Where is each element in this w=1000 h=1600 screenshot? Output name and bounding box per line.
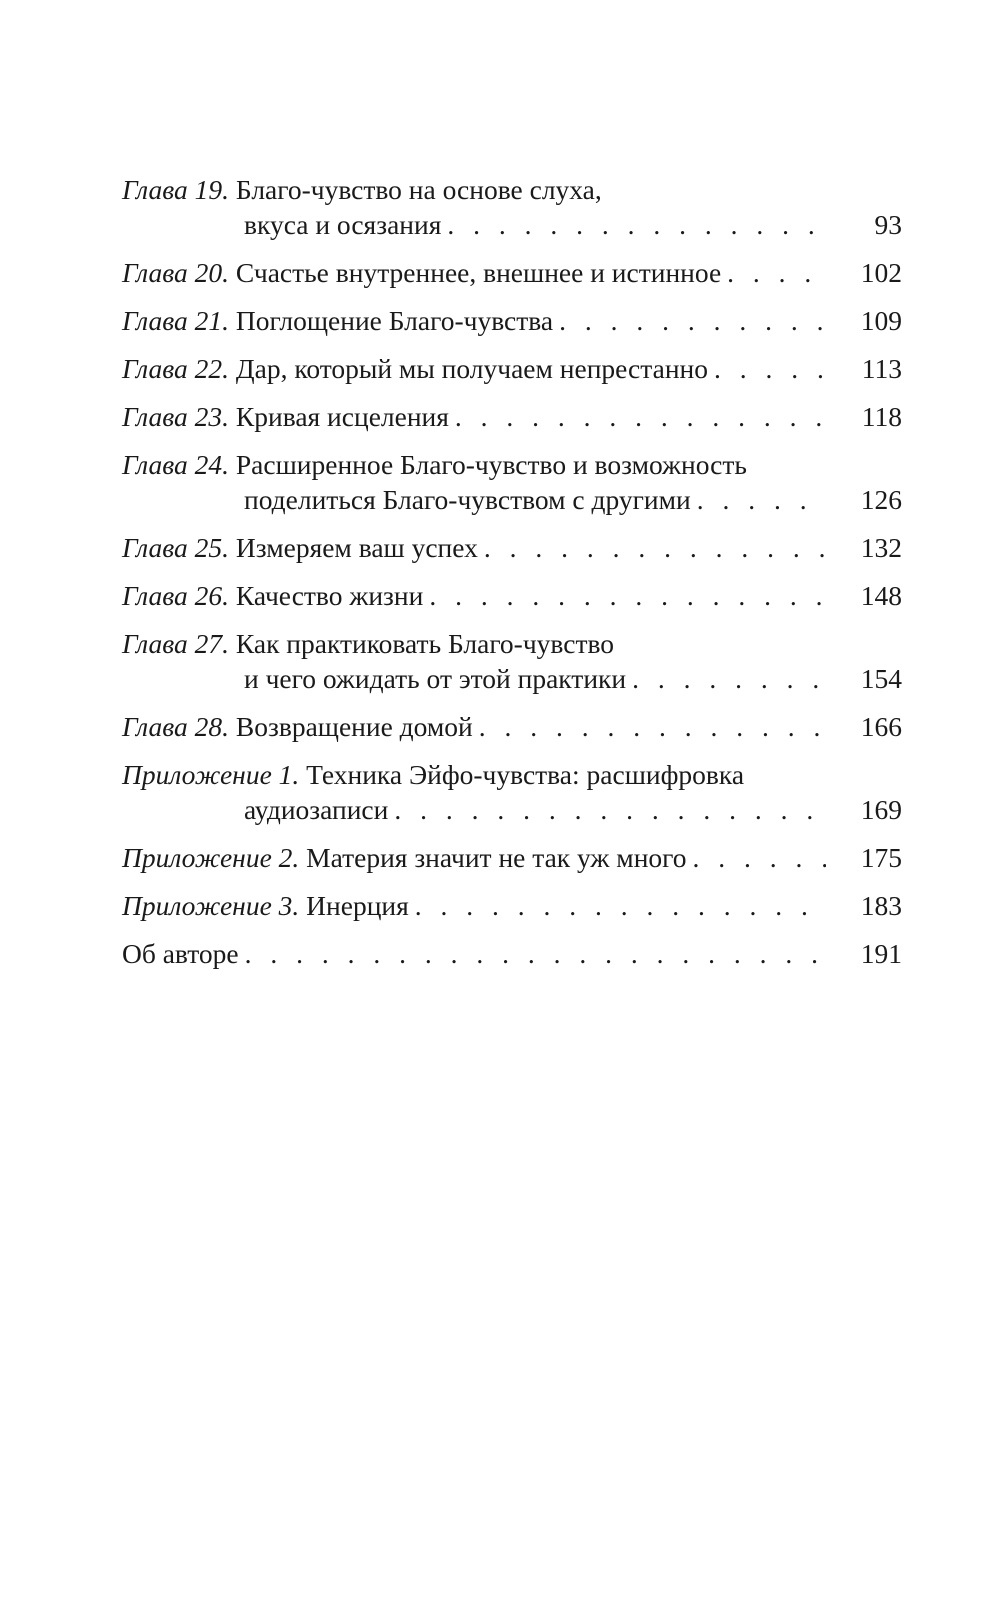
toc-page-number: 93 — [874, 209, 902, 240]
toc-entry-title-continued: поделиться Благо-чувством с другими — [244, 484, 691, 515]
leader-dots — [693, 840, 826, 875]
toc-entry-label: Приложение 2. — [122, 842, 300, 873]
toc-entry-title-continued: вкуса и осязания — [244, 209, 442, 240]
toc-entry-line — [122, 578, 902, 613]
toc-page-number: 118 — [861, 401, 902, 432]
toc-page-number: 148 — [860, 580, 902, 611]
leader-dots — [245, 936, 826, 971]
toc-entry-title: Измеряем ваш успех — [229, 532, 478, 563]
toc-entry-label: Глава 19. — [122, 174, 230, 205]
toc-entry-title: Качество жизни — [229, 580, 424, 611]
toc-entry-line — [122, 936, 902, 971]
toc-entry-chapter-23[interactable] — [122, 399, 902, 434]
toc-entry-line — [122, 351, 902, 386]
toc-entry-title: Возвращение домой — [229, 711, 473, 742]
toc-entry-text — [122, 840, 687, 875]
table-of-contents — [122, 172, 902, 984]
leader-dots — [415, 888, 826, 923]
toc-page-number: 166 — [860, 711, 902, 742]
toc-entry-appendix-1[interactable] — [122, 757, 902, 827]
leader-dots — [455, 399, 826, 434]
toc-entry-label: Глава 28. — [122, 711, 230, 742]
toc-entry-chapter-19[interactable] — [122, 172, 902, 242]
toc-entry-line — [122, 255, 902, 290]
toc-page-number: 169 — [860, 794, 902, 825]
leader-dots — [429, 578, 826, 613]
toc-entry-label: Глава 24. — [122, 449, 230, 480]
toc-page-number: 175 — [860, 842, 902, 873]
toc-entry-text — [122, 399, 449, 434]
toc-entry-chapter-28[interactable] — [122, 709, 902, 744]
leader-dots — [484, 530, 826, 565]
toc-entry-about-author[interactable] — [122, 936, 902, 971]
toc-entry-text — [122, 578, 423, 613]
toc-entry-text — [122, 888, 409, 923]
toc-entry-text — [122, 351, 708, 386]
leader-dots — [632, 661, 826, 696]
toc-page-number: 126 — [860, 484, 902, 515]
leader-dots — [479, 709, 826, 744]
toc-entry-title: Инерция — [299, 890, 409, 921]
toc-entry-title: Кривая исцеления — [229, 401, 449, 432]
toc-entry-chapter-24[interactable] — [122, 447, 902, 517]
toc-entry-chapter-27[interactable] — [122, 626, 902, 696]
toc-entry-line — [122, 840, 902, 875]
toc-entry-line — [122, 530, 902, 565]
toc-entry-line — [122, 399, 902, 434]
toc-entry-label: Глава 27. — [122, 628, 230, 659]
toc-entry-chapter-26[interactable] — [122, 578, 902, 613]
toc-entry-chapter-22[interactable] — [122, 351, 902, 386]
toc-entry-chapter-21[interactable] — [122, 303, 902, 338]
toc-entry-text — [122, 255, 721, 290]
toc-entry-title: Счастье внутреннее, внешнее и истинное — [229, 257, 722, 288]
toc-entry-title-continued: аудиозаписи — [244, 794, 389, 825]
toc-entry-text — [122, 303, 553, 338]
toc-entry-title: Об авторе — [122, 938, 239, 969]
toc-page-number: 102 — [860, 257, 902, 288]
toc-entry-text — [122, 709, 473, 744]
toc-entry-title: Поглощение Благо-чувства — [229, 305, 554, 336]
toc-entry-appendix-2[interactable] — [122, 840, 902, 875]
toc-entry-last-line — [122, 207, 902, 242]
toc-entry-label: Приложение 1. — [122, 759, 300, 790]
toc-page-number: 132 — [860, 532, 902, 563]
toc-entry-line — [122, 888, 902, 923]
toc-entry-first-line — [122, 447, 902, 482]
toc-page-number: 109 — [860, 305, 902, 336]
toc-entry-last-line — [122, 792, 902, 827]
toc-entry-first-line — [122, 172, 902, 207]
toc-entry-label: Глава 22. — [122, 353, 230, 384]
leader-dots — [714, 351, 826, 386]
toc-page-number: 183 — [860, 890, 902, 921]
toc-entry-label: Глава 26. — [122, 580, 230, 611]
toc-entry-label: Глава 20. — [122, 257, 230, 288]
leader-dots — [394, 792, 826, 827]
toc-entry-line — [122, 709, 902, 744]
toc-entry-last-line — [122, 661, 902, 696]
toc-entry-last-line — [122, 482, 902, 517]
toc-page-number: 113 — [861, 353, 902, 384]
toc-entry-title: Техника Эйфо-чувства: расшифровка — [299, 759, 745, 790]
toc-entry-label: Глава 25. — [122, 532, 230, 563]
toc-entry-title: Материя значит не так уж много — [299, 842, 687, 873]
toc-entry-chapter-25[interactable] — [122, 530, 902, 565]
toc-page-number: 154 — [860, 663, 902, 694]
leader-dots — [697, 482, 826, 517]
toc-entry-text — [122, 530, 478, 565]
toc-entry-label: Глава 21. — [122, 305, 230, 336]
toc-page-number: 191 — [860, 938, 902, 969]
toc-entry-title: Благо-чувство на основе слуха, — [229, 174, 602, 205]
toc-entry-title: Как практиковать Благо-чувство — [229, 628, 615, 659]
toc-entry-title: Дар, который мы получаем непрестанно — [229, 353, 709, 384]
leader-dots — [559, 303, 826, 338]
toc-entry-label: Приложение 3. — [122, 890, 300, 921]
toc-entry-appendix-3[interactable] — [122, 888, 902, 923]
toc-entry-title: Расширенное Благо-чувство и возможность — [229, 449, 747, 480]
leader-dots — [447, 207, 826, 242]
leader-dots — [727, 255, 826, 290]
toc-entry-first-line — [122, 626, 902, 661]
toc-entry-label: Глава 23. — [122, 401, 230, 432]
toc-entry-line — [122, 303, 902, 338]
toc-entry-first-line — [122, 757, 902, 792]
toc-entry-title-continued: и чего ожидать от этой практики — [244, 663, 627, 694]
toc-entry-chapter-20[interactable] — [122, 255, 902, 290]
